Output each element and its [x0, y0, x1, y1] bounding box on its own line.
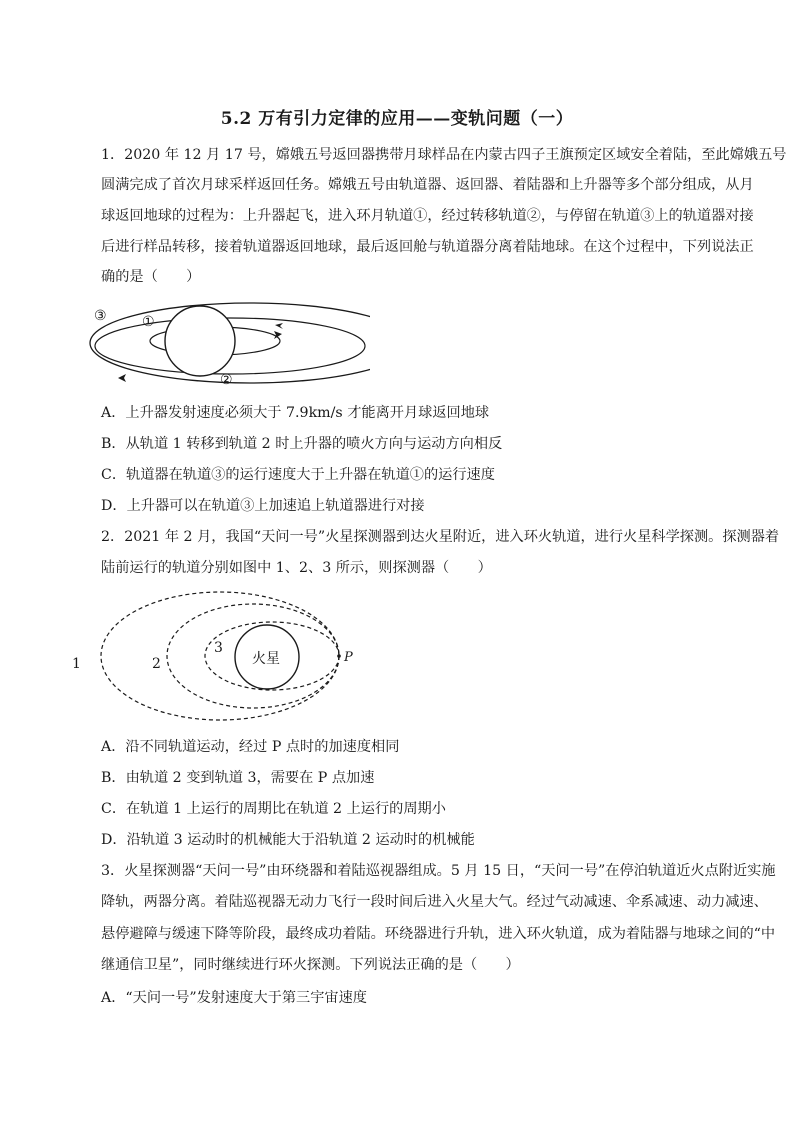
- q1-orbit-diagram: [70, 298, 370, 393]
- q1-option-b: B．从轨道 1 转移到轨道 2 时上升器的喷火方向与运动方向相反: [101, 436, 503, 452]
- mars-label: 火星: [252, 651, 280, 667]
- orbit-1-label: ①: [142, 314, 155, 330]
- orbit-2-arrow: [275, 323, 283, 329]
- q3-option-a: A．“天问一号”发射速度大于第三宇宙速度: [101, 990, 367, 1006]
- q1-line-5: 确的是（ ）: [101, 269, 201, 285]
- q1-option-c: C．轨道器在轨道③的运行速度大于上升器在轨道①的运行速度: [101, 467, 495, 483]
- q2-option-c: C．在轨道 1 上运行的周期比在轨道 2 上运行的周期小: [101, 801, 446, 817]
- q1-option-a: A．上升器发射速度必须大于 7.9km/s 才能离开月球返回地球: [101, 405, 490, 421]
- orbit-3-label: ③: [94, 308, 107, 324]
- orbit-1-label: 1: [72, 656, 81, 672]
- q1-line-3: 球返回地球的过程为：上升器起飞，进入环月轨道①，经过转移轨道②，与停留在轨道③上的轨道器对接: [101, 208, 754, 224]
- q1-option-d: D．上升器可以在轨道③上加速追上轨道器进行对接: [101, 498, 425, 514]
- q2-option-b: B．由轨道 2 变到轨道 3，需要在 P 点加速: [101, 770, 375, 786]
- q3-line-1: 3．火星探测器“天问一号”由环绕器和着陆巡视器组成。5 月 15 日，“天问一号”在停泊轨道近火点附近实施: [101, 863, 776, 879]
- point-p-dot: [337, 654, 341, 658]
- orbit-3-label: 3: [214, 640, 223, 656]
- orbit-2-label: 2: [152, 656, 161, 672]
- q3-line-2: 降轨，两器分离。着陆巡视器无动力飞行一段时间后进入火星大气。经过气动减速、伞系减速、动力减速、: [101, 894, 768, 910]
- q2-option-a: A．沿不同轨道运动，经过 P 点时的加速度相同: [101, 739, 400, 755]
- q3-line-3: 悬停避障与缓速下降等阶段，最终成功着陆。环绕器进行升轨，进入环火轨道，成为着陆器与地球之间的“中: [101, 926, 776, 942]
- orbit-1-ellipse: [101, 592, 339, 720]
- orbit-3-arrow: [118, 374, 126, 382]
- q3-line-4: 继通信卫星”，同时继续进行环火探测。下列说法正确的是（ ）: [101, 957, 520, 973]
- q1-line-4: 后进行样品转移，接着轨道器返回地球，最后返回舱与轨道器分离着陆地球。在这个过程中，下列说法正: [101, 239, 754, 255]
- q1-line-2: 圆满完成了首次月球采样返回任务。嫦娥五号由轨道器、返回器、着陆器和上升器等多个部分组成，从月: [101, 177, 754, 193]
- q2-orbit-diagram: [60, 590, 360, 730]
- q2-line-2: 陆前运行的轨道分别如图中 1、2、3 所示，则探测器（ ）: [101, 560, 492, 576]
- q2-option-d: D．沿轨道 3 运动时的机械能大于沿轨道 2 运动时的机械能: [101, 832, 475, 848]
- orbit-2-label: ②: [220, 372, 233, 388]
- page-title: 5.2 万有引力定律的应用——变轨问题（一）: [220, 109, 574, 129]
- moon-circle: [165, 306, 235, 376]
- q2-line-1: 2．2021 年 2 月，我国“天问一号”火星探测器到达火星附近，进入环火轨道，进行火星科学探测。探测器着: [101, 529, 780, 545]
- point-p-label: P: [344, 650, 353, 665]
- q1-line-1: 1．2020 年 12 月 17 号，嫦娥五号返回器携带月球样品在内蒙古四子王旗预定区域安全着陆，至此嫦娥五号: [101, 147, 787, 163]
